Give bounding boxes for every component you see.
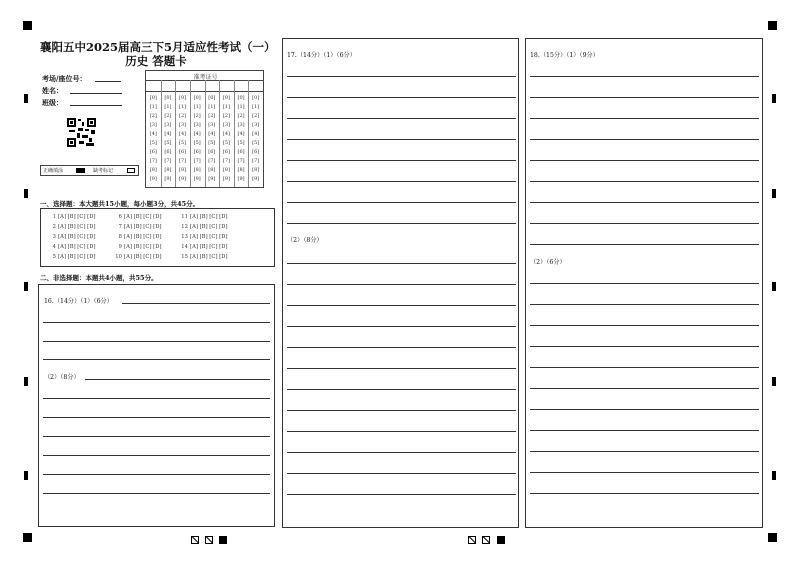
exam-digit-bubble[interactable]: [4] <box>237 131 245 137</box>
mc-option-bubble[interactable]: [B] <box>199 244 208 250</box>
q16-answer-line[interactable] <box>85 379 270 380</box>
mc-question-row <box>179 234 229 240</box>
answer-line[interactable] <box>287 347 516 348</box>
corner-mark-top-right <box>768 21 777 30</box>
page-code-mark <box>219 536 227 544</box>
exam-digit-bubble[interactable]: [5] <box>252 140 260 146</box>
timing-mark <box>24 189 28 198</box>
mc-question-row <box>47 254 97 260</box>
mc-option-bubble[interactable]: [D] <box>153 244 162 250</box>
answer-line[interactable] <box>287 368 516 369</box>
exam-digit-bubble[interactable]: [7] <box>252 158 260 164</box>
mc-question-row <box>179 254 229 260</box>
exam-number-col-divider <box>234 80 235 187</box>
mc-option-bubble[interactable]: [B] <box>133 244 142 250</box>
corner-mark-top-left <box>23 21 32 30</box>
mc-option-bubble[interactable]: [B] <box>67 244 76 250</box>
answer-line[interactable] <box>287 284 516 285</box>
mc-option-bubble[interactable]: [A] <box>58 234 67 240</box>
mc-option-bubble[interactable]: [B] <box>67 234 76 240</box>
mc-option-bubble[interactable]: [C] <box>143 254 152 260</box>
answer-line[interactable] <box>287 326 516 327</box>
mc-question-number: 11 <box>181 214 188 220</box>
mc-question-row <box>113 224 163 230</box>
exam-digit-bubble[interactable]: [3] <box>164 122 172 128</box>
exam-digit-bubble[interactable]: [9] <box>252 176 260 182</box>
exam-digit-bubble[interactable]: [0] <box>149 95 157 101</box>
exam-digit-bubble[interactable]: [6] <box>208 149 216 155</box>
exam-digit-bubble[interactable]: [1] <box>208 104 216 110</box>
exam-digit-bubble[interactable]: [5] <box>222 140 230 146</box>
mc-question-row <box>113 244 163 250</box>
timing-mark <box>24 471 28 480</box>
answer-line[interactable] <box>287 202 516 203</box>
exam-digit-bubble[interactable]: [4] <box>222 131 230 137</box>
q17-answer-box <box>282 38 519 528</box>
mc-option-bubble[interactable]: [D] <box>153 254 162 260</box>
page-code-box <box>191 536 199 544</box>
exam-title: 襄阳五中2025届高三下5月适应性考试（一） <box>40 40 276 54</box>
page-code-box <box>482 536 490 544</box>
exam-digit-bubble[interactable]: [6] <box>222 149 230 155</box>
answer-line[interactable] <box>287 431 516 432</box>
exam-digit-bubble[interactable]: [0] <box>179 95 187 101</box>
mc-option-bubble[interactable]: [C] <box>209 254 218 260</box>
exam-digit-bubble[interactable]: [4] <box>208 131 216 137</box>
mc-question-number: 5 <box>52 254 56 260</box>
mc-answer-box <box>40 208 275 267</box>
answer-line[interactable] <box>43 417 270 418</box>
mc-question-row <box>113 234 163 240</box>
mc-option-bubble[interactable]: [C] <box>143 224 152 230</box>
answer-line[interactable] <box>530 346 759 347</box>
mc-option-bubble[interactable]: [C] <box>209 214 218 220</box>
answer-line[interactable] <box>530 223 759 224</box>
exam-digit-bubble[interactable]: [4] <box>179 131 187 137</box>
exam-digit-bubble[interactable]: [7] <box>164 158 172 164</box>
mc-option-bubble[interactable]: [C] <box>77 244 86 250</box>
exam-number-grid <box>145 70 264 188</box>
mc-option-bubble[interactable]: [D] <box>153 224 162 230</box>
exam-digit-bubble[interactable]: [2] <box>193 113 201 119</box>
mc-option-bubble[interactable]: [A] <box>58 214 67 220</box>
exam-digit-bubble[interactable]: [1] <box>164 104 172 110</box>
answer-line[interactable] <box>287 410 516 411</box>
q17-part1-label: 17.（14分）（1）（6分） <box>287 52 356 59</box>
exam-digit-bubble[interactable]: [9] <box>193 176 201 182</box>
mc-option-bubble[interactable]: [C] <box>77 254 86 260</box>
mc-option-bubble[interactable]: [A] <box>190 234 199 240</box>
answer-line[interactable] <box>287 473 516 474</box>
mc-option-bubble[interactable]: [A] <box>190 224 199 230</box>
exam-digit-bubble[interactable]: [3] <box>222 122 230 128</box>
exam-digit-bubble[interactable]: [4] <box>193 131 201 137</box>
exam-digit-bubble[interactable]: [2] <box>252 113 260 119</box>
exam-digit-bubble[interactable]: [1] <box>149 104 157 110</box>
mc-option-bubble[interactable]: [A] <box>190 254 199 260</box>
answer-line[interactable] <box>43 436 270 437</box>
answer-line[interactable] <box>287 97 516 98</box>
exam-digit-bubble[interactable]: [8] <box>222 167 230 173</box>
page-code-box <box>205 536 213 544</box>
mc-option-bubble[interactable]: [A] <box>124 234 133 240</box>
exam-digit-bubble[interactable]: [1] <box>237 104 245 110</box>
mc-question-number: 9 <box>118 244 122 250</box>
mc-question-number: 7 <box>118 224 122 230</box>
mc-option-bubble[interactable]: [D] <box>219 234 228 240</box>
mc-question-number: 10 <box>115 254 122 260</box>
answer-line[interactable] <box>530 181 759 182</box>
exam-digit-bubble[interactable]: [9] <box>179 176 187 182</box>
name-field[interactable] <box>70 93 122 94</box>
mc-option-bubble[interactable]: [B] <box>199 234 208 240</box>
mc-option-bubble[interactable]: [A] <box>58 254 67 260</box>
exam-digit-bubble[interactable]: [7] <box>208 158 216 164</box>
mc-option-bubble[interactable]: [A] <box>58 224 67 230</box>
mc-option-bubble[interactable]: [B] <box>199 224 208 230</box>
mc-option-bubble[interactable]: [C] <box>209 234 218 240</box>
mc-option-bubble[interactable]: [C] <box>143 234 152 240</box>
mc-question-number: 12 <box>181 224 188 230</box>
q16-part2-label: （2）（8分） <box>44 374 80 381</box>
exam-digit-bubble[interactable]: [2] <box>222 113 230 119</box>
exam-digit-bubble[interactable]: [0] <box>252 95 260 101</box>
page-code-box <box>468 536 476 544</box>
mc-question-number: 14 <box>181 244 188 250</box>
mc-question-row <box>113 254 163 260</box>
answer-line[interactable] <box>287 263 516 264</box>
mc-option-bubble[interactable]: [B] <box>199 254 208 260</box>
timing-mark <box>772 471 776 480</box>
answer-line[interactable] <box>530 472 759 473</box>
correct-fill-sample <box>76 168 85 173</box>
exam-digit-bubble[interactable]: [0] <box>164 95 172 101</box>
answer-line[interactable] <box>43 341 270 342</box>
answer-line[interactable] <box>530 118 759 119</box>
absent-mark-box[interactable] <box>127 168 135 173</box>
exam-digit-bubble[interactable]: [8] <box>237 167 245 173</box>
exam-number-col-divider <box>219 80 220 187</box>
exam-digit-bubble[interactable]: [1] <box>193 104 201 110</box>
exam-digit-bubble[interactable]: [2] <box>208 113 216 119</box>
answer-line[interactable] <box>530 304 759 305</box>
exam-digit-bubble[interactable]: [8] <box>164 167 172 173</box>
answer-line[interactable] <box>287 181 516 182</box>
exam-digit-bubble[interactable]: [2] <box>149 113 157 119</box>
timing-mark <box>772 377 776 386</box>
answer-line[interactable] <box>43 474 270 475</box>
exam-digit-bubble[interactable]: [6] <box>193 149 201 155</box>
exam-digit-bubble[interactable]: [1] <box>179 104 187 110</box>
mc-question-row <box>47 234 97 240</box>
mc-option-bubble[interactable]: [C] <box>209 224 218 230</box>
exam-digit-bubble[interactable]: [6] <box>149 149 157 155</box>
exam-digit-bubble[interactable]: [7] <box>149 158 157 164</box>
exam-digit-bubble[interactable]: [2] <box>164 113 172 119</box>
exam-digit-bubble[interactable]: [9] <box>208 176 216 182</box>
exam-digit-bubble[interactable]: [1] <box>252 104 260 110</box>
name-label: 姓名： <box>42 86 63 95</box>
timing-mark <box>24 94 28 103</box>
exam-digit-bubble[interactable]: [0] <box>222 95 230 101</box>
answer-line[interactable] <box>530 160 759 161</box>
page-code-mark <box>497 536 505 544</box>
answer-line[interactable] <box>43 455 270 456</box>
exam-subtitle: 历史 答题卡 <box>125 54 187 68</box>
exam-digit-bubble[interactable]: [0] <box>193 95 201 101</box>
mc-option-bubble[interactable]: [C] <box>209 244 218 250</box>
exam-digit-bubble[interactable]: [8] <box>179 167 187 173</box>
exam-digit-bubble[interactable]: [6] <box>252 149 260 155</box>
mc-option-bubble[interactable]: [A] <box>190 244 199 250</box>
correct-fill-label: 正确填涂 <box>43 168 64 174</box>
answer-line[interactable] <box>287 139 516 140</box>
answer-line[interactable] <box>43 493 270 494</box>
mc-option-bubble[interactable]: [D] <box>219 254 228 260</box>
mc-question-row <box>47 244 97 250</box>
q16-answer-box <box>38 284 275 527</box>
answer-line[interactable] <box>530 409 759 410</box>
mc-option-bubble[interactable]: [B] <box>67 224 76 230</box>
exam-digit-bubble[interactable]: [3] <box>237 122 245 128</box>
exam-digit-bubble[interactable]: [5] <box>208 140 216 146</box>
mc-question-number: 13 <box>181 234 188 240</box>
answer-line[interactable] <box>287 494 516 495</box>
mc-option-bubble[interactable]: [B] <box>67 214 76 220</box>
corner-mark-bottom-left <box>23 533 32 542</box>
mc-option-bubble[interactable]: [D] <box>87 214 96 220</box>
mc-question-row <box>179 244 229 250</box>
mc-option-bubble[interactable]: [B] <box>133 224 142 230</box>
mc-question-row <box>47 224 97 230</box>
exam-digit-bubble[interactable]: [4] <box>164 131 172 137</box>
mc-question-number: 1 <box>52 214 56 220</box>
answer-line[interactable] <box>530 76 759 77</box>
timing-mark <box>24 282 28 291</box>
mc-option-bubble[interactable]: [C] <box>143 244 152 250</box>
section1-heading: 一、选择题：本大题共15小题，每小题3分，共45分。 <box>40 200 200 208</box>
exam-digit-bubble[interactable]: [3] <box>149 122 157 128</box>
exam-digit-bubble[interactable]: [7] <box>179 158 187 164</box>
mc-question-row <box>113 214 163 220</box>
exam-digit-bubble[interactable]: [0] <box>237 95 245 101</box>
q17-part2-label: （2）（8分） <box>287 237 323 244</box>
answer-line[interactable] <box>530 493 759 494</box>
mc-option-bubble[interactable]: [B] <box>199 214 208 220</box>
mc-question-row <box>47 214 97 220</box>
mc-option-bubble[interactable]: [D] <box>87 244 96 250</box>
q18-part2-label: （2）（6分） <box>530 259 566 266</box>
room-seat-label: 考场/座位号： <box>42 74 87 83</box>
answer-line[interactable] <box>530 430 759 431</box>
corner-mark-bottom-right <box>768 533 777 542</box>
answer-line[interactable] <box>530 202 759 203</box>
mc-option-bubble[interactable]: [D] <box>87 224 96 230</box>
mc-option-bubble[interactable]: [A] <box>124 224 133 230</box>
exam-digit-bubble[interactable]: [3] <box>252 122 260 128</box>
exam-digit-bubble[interactable]: [5] <box>179 140 187 146</box>
exam-digit-bubble[interactable]: [8] <box>252 167 260 173</box>
mc-option-bubble[interactable]: [A] <box>58 244 67 250</box>
answer-line[interactable] <box>287 452 516 453</box>
mc-option-bubble[interactable]: [D] <box>219 214 228 220</box>
mc-option-bubble[interactable]: [B] <box>133 254 142 260</box>
class-label: 班级： <box>42 98 63 107</box>
mc-question-number: 15 <box>181 254 188 260</box>
exam-digit-bubble[interactable]: [3] <box>193 122 201 128</box>
mc-question-row <box>179 224 229 230</box>
mc-option-bubble[interactable]: [B] <box>67 254 76 260</box>
answer-line[interactable] <box>287 118 516 119</box>
answer-line[interactable] <box>287 389 516 390</box>
q18-part1-label: 18.（15分）（1）（9分） <box>530 52 599 59</box>
timing-mark <box>772 94 776 103</box>
exam-digit-bubble[interactable]: [2] <box>237 113 245 119</box>
exam-number-col-divider <box>161 80 162 187</box>
mc-question-number: 3 <box>52 234 56 240</box>
mc-question-number: 8 <box>118 234 122 240</box>
exam-digit-bubble[interactable]: [4] <box>149 131 157 137</box>
mc-option-bubble[interactable]: [C] <box>77 234 86 240</box>
exam-digit-bubble[interactable]: [8] <box>193 167 201 173</box>
exam-number-col-divider <box>205 80 206 187</box>
mc-question-number: 4 <box>52 244 56 250</box>
exam-number-col-divider <box>190 80 191 187</box>
room-seat-field[interactable] <box>95 81 121 82</box>
exam-digit-bubble[interactable]: [3] <box>179 122 187 128</box>
exam-number-col-divider <box>248 80 249 187</box>
mc-option-bubble[interactable]: [D] <box>87 234 96 240</box>
answer-line[interactable] <box>530 367 759 368</box>
exam-digit-bubble[interactable]: [9] <box>149 176 157 182</box>
answer-line[interactable] <box>530 388 759 389</box>
answer-line[interactable] <box>530 244 759 245</box>
answer-line[interactable] <box>530 451 759 452</box>
answer-line[interactable] <box>287 160 516 161</box>
mc-option-bubble[interactable]: [B] <box>133 214 142 220</box>
mc-option-bubble[interactable]: [A] <box>124 244 133 250</box>
exam-digit-bubble[interactable]: [5] <box>164 140 172 146</box>
timing-mark <box>24 377 28 386</box>
answer-line[interactable] <box>287 76 516 77</box>
mc-option-bubble[interactable]: [B] <box>133 234 142 240</box>
exam-digit-bubble[interactable]: [3] <box>208 122 216 128</box>
mc-option-bubble[interactable]: [D] <box>219 224 228 230</box>
mc-option-bubble[interactable]: [C] <box>77 224 86 230</box>
q16-answer-line[interactable] <box>122 303 270 304</box>
exam-digit-bubble[interactable]: [6] <box>179 149 187 155</box>
mc-option-bubble[interactable]: [A] <box>190 214 199 220</box>
exam-digit-bubble[interactable]: [7] <box>222 158 230 164</box>
exam-digit-bubble[interactable]: [0] <box>208 95 216 101</box>
mc-option-bubble[interactable]: [C] <box>143 214 152 220</box>
exam-digit-bubble[interactable]: [9] <box>164 176 172 182</box>
exam-digit-bubble[interactable]: [5] <box>237 140 245 146</box>
answer-line[interactable] <box>530 325 759 326</box>
class-field[interactable] <box>70 105 122 106</box>
q16-part1-label: 16.（14分）（1）（6分） <box>44 298 113 305</box>
exam-digit-bubble[interactable]: [6] <box>164 149 172 155</box>
exam-digit-bubble[interactable]: [7] <box>237 158 245 164</box>
answer-line[interactable] <box>287 223 516 224</box>
exam-digit-bubble[interactable]: [4] <box>252 131 260 137</box>
exam-digit-bubble[interactable]: [9] <box>222 176 230 182</box>
answer-line[interactable] <box>530 139 759 140</box>
absent-mark-label: 缺考标记 <box>93 168 114 174</box>
mc-option-bubble[interactable]: [D] <box>153 234 162 240</box>
mc-question-number: 2 <box>52 224 56 230</box>
exam-digit-bubble[interactable]: [8] <box>208 167 216 173</box>
exam-digit-bubble[interactable]: [5] <box>193 140 201 146</box>
exam-digit-bubble[interactable]: [9] <box>237 176 245 182</box>
exam-digit-bubble[interactable]: [7] <box>193 158 201 164</box>
timing-mark <box>772 189 776 198</box>
mc-option-bubble[interactable]: [A] <box>124 214 133 220</box>
answer-line[interactable] <box>43 359 270 360</box>
exam-digit-bubble[interactable]: [2] <box>179 113 187 119</box>
exam-digit-bubble[interactable]: [1] <box>222 104 230 110</box>
q18-answer-box <box>525 38 763 528</box>
fill-guide <box>40 165 139 176</box>
exam-digit-bubble[interactable]: [8] <box>149 167 157 173</box>
mc-option-bubble[interactable]: [D] <box>87 254 96 260</box>
answer-line[interactable] <box>43 398 270 399</box>
exam-number-col-divider <box>175 80 176 187</box>
mc-option-bubble[interactable]: [C] <box>77 214 86 220</box>
exam-digit-bubble[interactable]: [6] <box>237 149 245 155</box>
mc-question-number: 6 <box>118 214 122 220</box>
section2-heading: 二、非选择题：本题共4小题，共55分。 <box>40 274 158 282</box>
answer-line[interactable] <box>43 322 270 323</box>
exam-number-header: 准考证号 <box>193 74 218 81</box>
mc-question-row <box>179 214 229 220</box>
exam-digit-bubble[interactable]: [5] <box>149 140 157 146</box>
answer-line[interactable] <box>530 97 759 98</box>
timing-mark <box>772 282 776 291</box>
mc-option-bubble[interactable]: [D] <box>219 244 228 250</box>
qr-code <box>67 118 96 147</box>
mc-option-bubble[interactable]: [D] <box>153 214 162 220</box>
answer-line[interactable] <box>287 305 516 306</box>
mc-option-bubble[interactable]: [A] <box>124 254 133 260</box>
answer-line[interactable] <box>530 283 759 284</box>
